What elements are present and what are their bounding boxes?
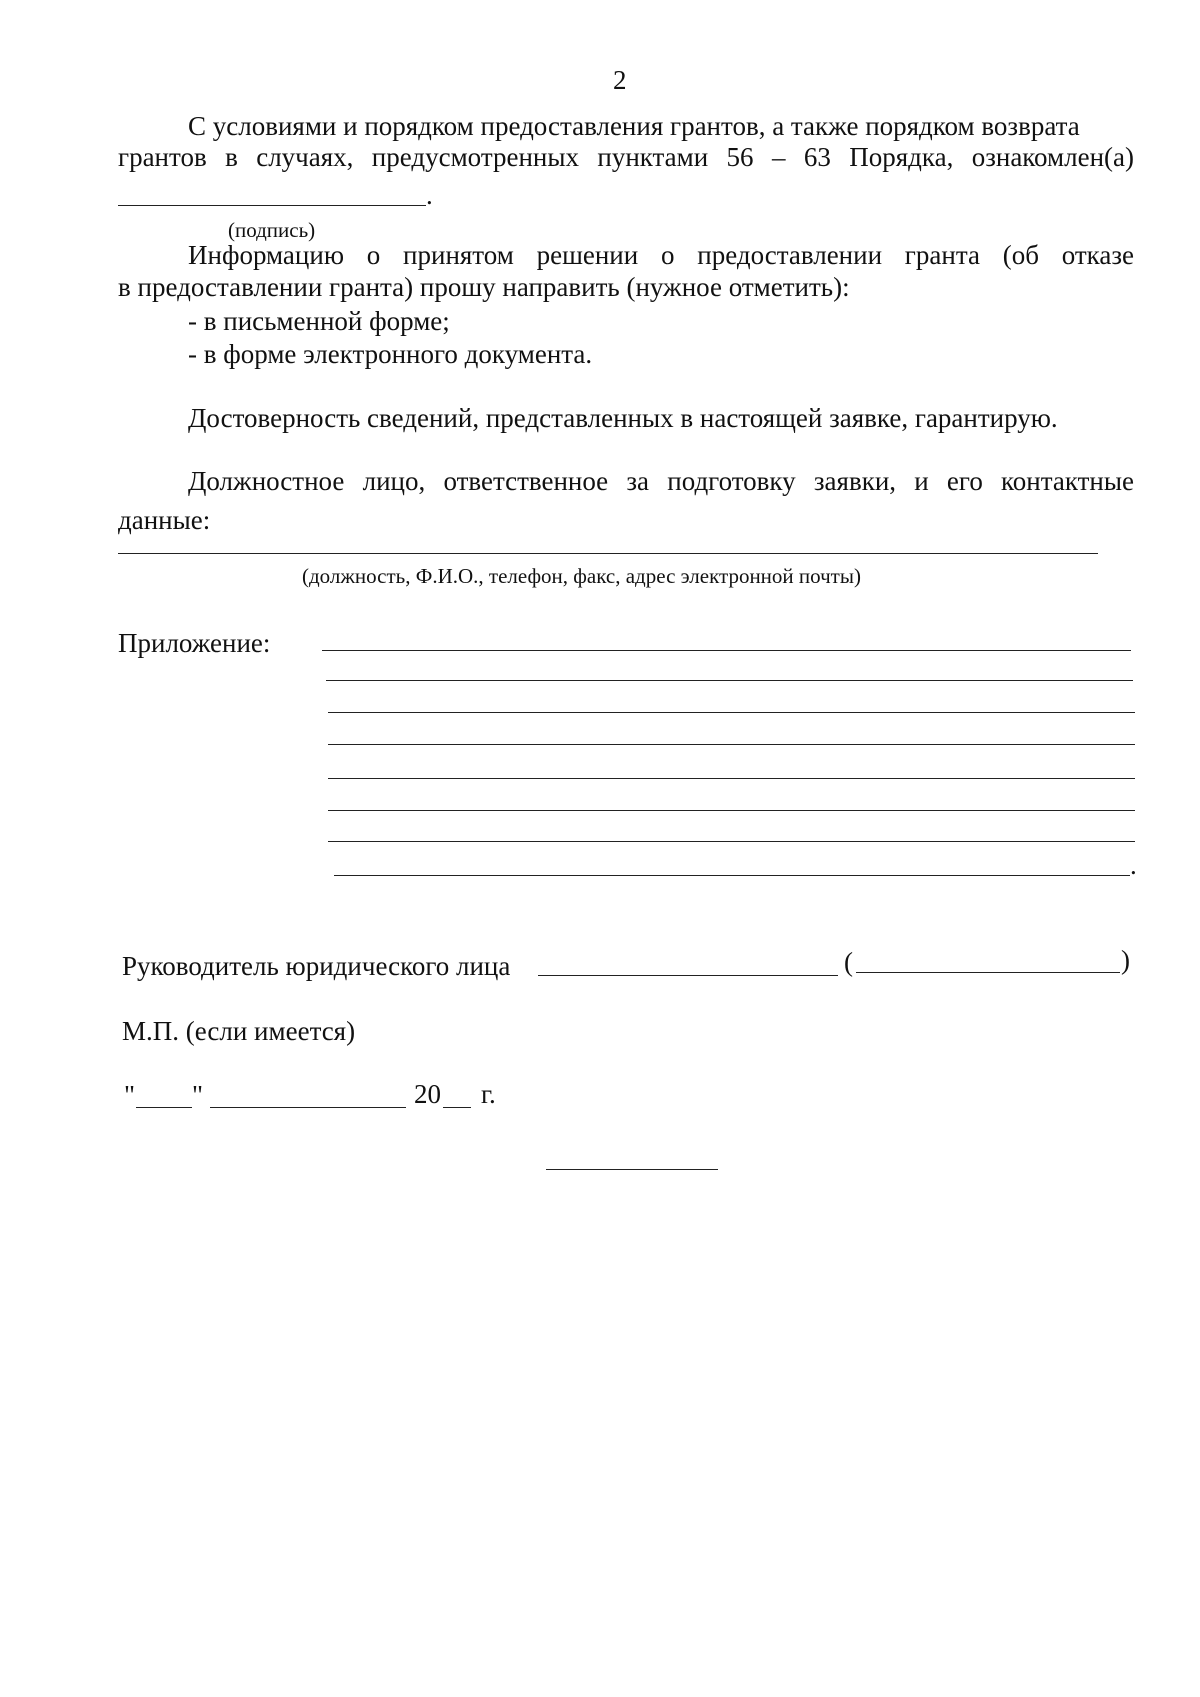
date-year-suffix: г. bbox=[481, 1079, 496, 1109]
appendix-line-3[interactable] bbox=[328, 712, 1135, 713]
signature-line-period: . bbox=[426, 180, 433, 210]
date-year-line[interactable] bbox=[443, 1107, 471, 1108]
head-signature-label: Руководитель юридического лица bbox=[122, 951, 511, 981]
appendix-line-6[interactable] bbox=[328, 810, 1135, 811]
date-day-line[interactable] bbox=[136, 1107, 192, 1108]
date-quote-open: " bbox=[124, 1080, 136, 1110]
name-open-paren: ( bbox=[844, 947, 853, 977]
stamp-note: М.П. (если имеется) bbox=[122, 1016, 356, 1046]
contact-line-1: Должностное лицо, ответственное за подготовку заявки, и его контактные bbox=[188, 466, 1134, 496]
signature-caption: (подпись) bbox=[228, 218, 316, 242]
contact-caption: (должность, Ф.И.О., телефон, факс, адрес электронной почты) bbox=[302, 564, 861, 588]
date-year-prefix: 20 bbox=[414, 1079, 441, 1109]
appendix-line-1[interactable] bbox=[322, 650, 1131, 651]
signature-line[interactable] bbox=[118, 205, 426, 206]
delivery-line-2: в предоставлении гранта) прошу направить (нужное отметить): bbox=[118, 272, 850, 302]
appendix-line-2[interactable] bbox=[326, 680, 1133, 681]
appendix-line-5[interactable] bbox=[328, 778, 1135, 779]
delivery-option-paper: - в письменной форме; bbox=[188, 306, 450, 336]
consent-line-2: грантов в случаях, предусмотренных пунктами 56 – 63 Порядка, ознакомлен(а) bbox=[118, 142, 1134, 172]
appendix-line-7[interactable] bbox=[328, 841, 1135, 842]
delivery-option-electronic: - в форме электронного документа. bbox=[188, 339, 593, 369]
contact-details-line[interactable] bbox=[118, 553, 1098, 554]
date-month-line[interactable] bbox=[210, 1107, 406, 1108]
date-quote-close: " bbox=[192, 1080, 204, 1110]
name-close-paren: ) bbox=[1121, 945, 1130, 975]
appendix-line-4[interactable] bbox=[328, 744, 1135, 745]
appendix-label: Приложение: bbox=[118, 628, 271, 658]
page-number: 2 bbox=[613, 65, 627, 95]
contact-line-2: данные: bbox=[118, 505, 211, 535]
delivery-line-1: Информацию о принятом решении о предоставлении гранта (об отказе bbox=[188, 240, 1134, 270]
consent-line-1: С условиями и порядком предоставления грантов, а также порядком возврата bbox=[188, 111, 1080, 141]
head-signature-line[interactable] bbox=[538, 975, 838, 976]
guarantee-statement: Достоверность сведений, представленных в настоящей заявке, гарантирую. bbox=[188, 403, 1058, 433]
end-rule bbox=[546, 1169, 718, 1170]
appendix-period: . bbox=[1130, 850, 1137, 880]
appendix-line-8[interactable] bbox=[334, 875, 1130, 876]
head-name-line[interactable] bbox=[856, 972, 1120, 973]
